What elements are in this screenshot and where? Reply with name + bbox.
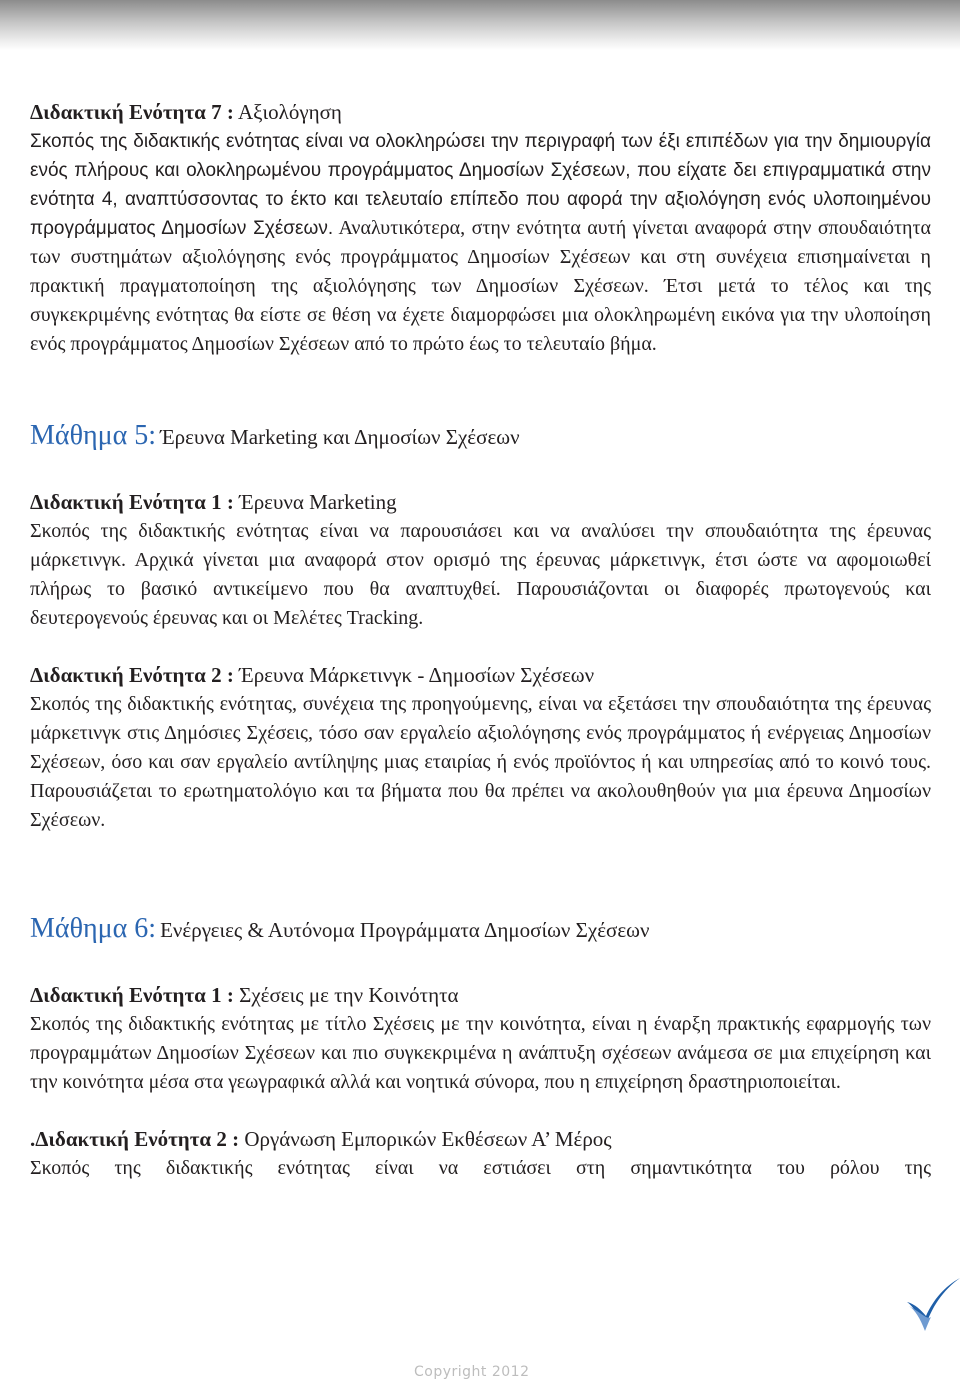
checkmark-swoosh-logo-icon bbox=[905, 1276, 960, 1338]
unit-7-body bbox=[30, 127, 931, 359]
lesson-6-unit-1-label: Διδακτική Ενότητα 1 : bbox=[30, 983, 234, 1007]
lesson-5-unit-2-label: Διδακτική Ενότητα 2 : bbox=[30, 663, 234, 687]
lesson-5-unit-2 bbox=[30, 660, 931, 835]
lesson-5-label: Μάθημα 5: bbox=[30, 420, 157, 451]
unit-7-section bbox=[30, 97, 931, 359]
lesson-5-unit-1 bbox=[30, 487, 931, 633]
unit-7-label: Διδακτική Ενότητα 7 : bbox=[30, 100, 234, 124]
unit-7-heading bbox=[30, 97, 931, 127]
lesson-6-unit-1-heading bbox=[30, 980, 931, 1010]
lesson-6-unit-2-body: Σκοπός της διδακτικής ενότητας είναι να εστιάσει στη σημαντικότητα του ρόλου της bbox=[30, 1157, 931, 1179]
unit-7-body-a: Σκοπός της διδακτικής ενότητας είναι να ολοκληρώσει την περιγραφή των έξι επιπέδων για την δημιουργία ενός πλήρους και ολοκληρωμένου προγράμματος Δημοσίων Σχέσεων, που είχατε δει επιγραμματικά στην ενότητα 4, αναπτύσσοντας το έκτο και τελευταίο επίπεδο που αφορά την αξιολόγηση ενός υλοποιημένου προγράμματος Δημοσίων Σχέσεων. bbox=[30, 131, 931, 239]
lesson-5-unit-2-title: Έρευνα Μάρκετινγκ - Δημοσίων Σχέσεων bbox=[239, 663, 595, 687]
lesson-6-label: Μάθημα 6: bbox=[30, 913, 157, 944]
lesson-5-unit-1-title: Έρευνα Marketing bbox=[239, 490, 397, 514]
lesson-6-unit-2-heading bbox=[30, 1124, 931, 1154]
lesson-6-unit-1-body: Σκοπός της διδακτικής ενότητας με τίτλο Σχέσεις με την κοινότητα, είναι η έναρξη πρακτικής εφαρμογής των προγραμμάτων Δημοσίων Σχέσεων και πιο συγκεκριμένα η ανάπτυξη σχέσεων ανάμεσα σε μια επιχείρηση και την κοινότητα μέσα στα γεωγραφικά αλλά και νοητικά σύνορα, που η επιχείρηση δραστηριοποιείται. bbox=[30, 1013, 931, 1093]
lesson-5-unit-2-heading bbox=[30, 660, 931, 690]
lesson-6-unit-1-title: Σχέσεις με την Κοινότητα bbox=[239, 983, 459, 1007]
lesson-6-heading bbox=[30, 909, 931, 953]
lesson-5-unit-1-label: Διδακτική Ενότητα 1 : bbox=[30, 490, 234, 514]
lesson-6-unit-2-label: .Διδακτική Ενότητα 2 : bbox=[30, 1127, 240, 1151]
lesson-6-unit-2-title: Οργάνωση Εμπορικών Εκθέσεων Α’ Μέρος bbox=[244, 1127, 612, 1151]
lesson-5-unit-1-body: Σκοπός της διδακτικής ενότητας είναι να παρουσιάσει και να αναλύσει την σπουδαιότητα της έρευνας μάρκετινγκ. Αρχικά γίνεται μια αναφορά στον ορισμό της έρευνας μάρκετινγκ, έτσι ώστε να αφομοιωθεί πλήρως το βασικό αντικείμενο που θα αναπτυχθεί. Παρουσιάζονται οι διαφορές πρωτογενούς και δευτερογενούς έρευνας και οι Μελέτες Tracking. bbox=[30, 520, 931, 629]
header-gradient-band bbox=[0, 0, 960, 50]
lesson-5-heading bbox=[30, 416, 931, 460]
lesson-6-unit-1 bbox=[30, 980, 931, 1097]
lesson-6-unit-2 bbox=[30, 1124, 931, 1183]
lesson-5-unit-2-body: Σκοπός της διδακτικής ενότητας, συνέχεια της προηγούμενης, είναι να εξετάσει την σπουδαιότητα της έρευνας μάρκετινγκ στις Δημόσιες Σχέσεις, τόσο σαν εργαλείο αξιολόγησης ενός προγράμματος ή ενέργειας Δημοσίων Σχέσεων, όσο και σαν εργαλείο αντίληψης μιας εταιρίας ή ενός προϊόντος ή και υπηρεσίας από το κοινό τους. Παρουσιάζεται το ερωτηματολόγιο και τα βήματα που θα πρέπει να ακολουθηθούν για μια έρευνα Δημοσίων Σχέσεων. bbox=[30, 693, 931, 831]
lesson-5-title: Έρευνα Marketing και Δημοσίων Σχέσεων bbox=[160, 425, 520, 449]
lesson-5-unit-1-heading bbox=[30, 487, 931, 517]
page-content bbox=[30, 97, 931, 1183]
lesson-5-section bbox=[30, 416, 931, 835]
lesson-6-title: Ενέργειες & Αυτόνομα Προγράμματα Δημοσίων Σχέσεων bbox=[160, 918, 650, 942]
unit-7-body-b: Αναλυτικότερα, στην ενότητα αυτή γίνεται αναφορά στην σπουδαιότητα των συστημάτων αξιολόγησης ενός προγράμματος Δημοσίων Σχέσεων και στη συνέχεια επισημαίνεται η πρακτική πραγματοποίηση της αξιολόγησης των Δημοσίων Σχέσεων. Έτσι μετά το τέλος και της συγκεκριμένης ενότητας θα είστε σε θέση να έχετε διαμορφώσει μια ολοκληρωμένη εικόνα για την υλοποίηση ενός προγράμματος Δημοσίων Σχέσεων από το πρώτο έως το τελευταίο βήμα. bbox=[30, 217, 931, 355]
unit-7-title: Αξιολόγηση bbox=[237, 100, 342, 124]
copyright-text: Copyright 2012 bbox=[414, 1364, 530, 1380]
lesson-6-section bbox=[30, 909, 931, 1183]
